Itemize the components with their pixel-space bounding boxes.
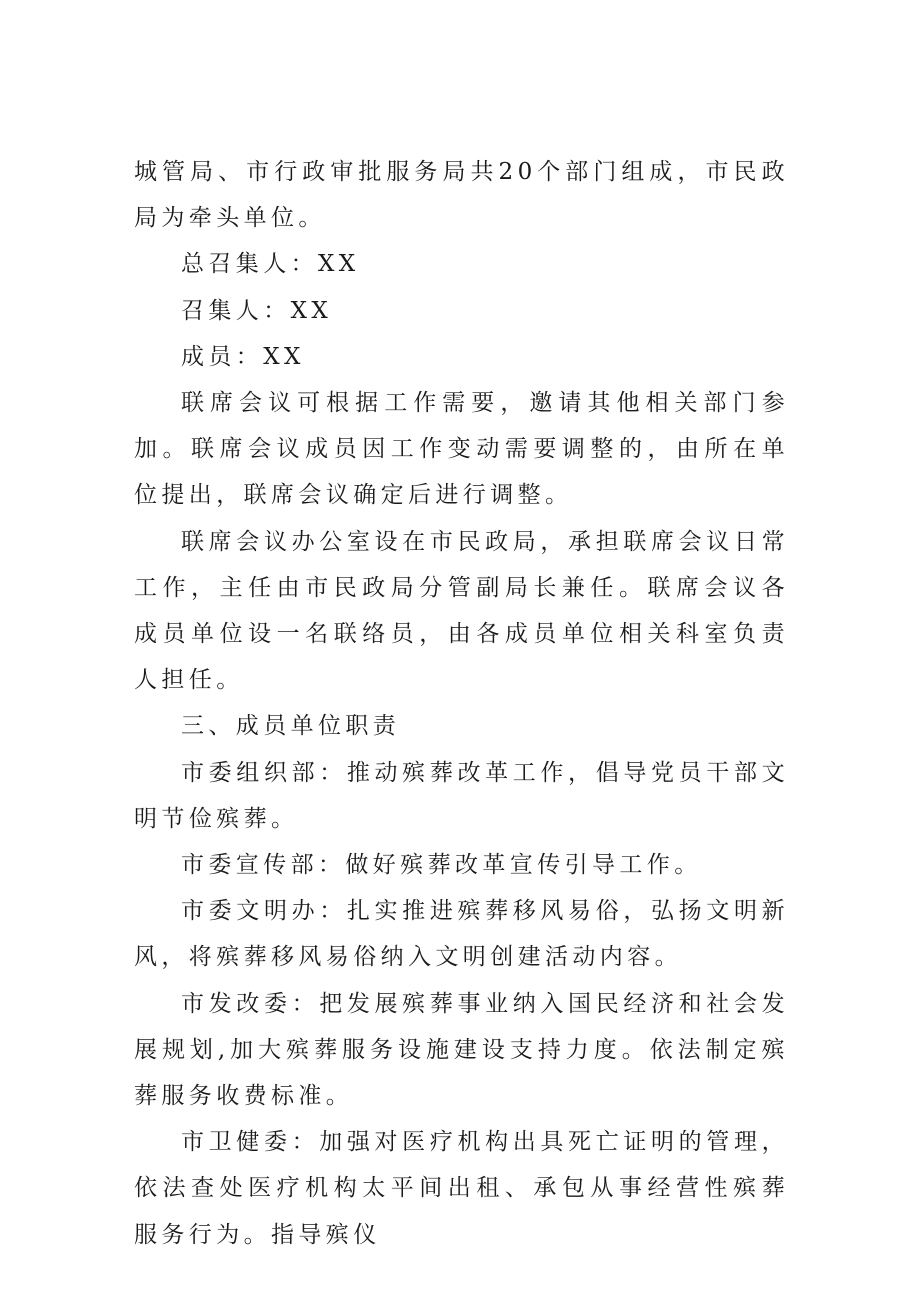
paragraph-member-units-continued: 城管局、市行政审批服务局共20个部门组成，市民政局为牵头单位。	[134, 159, 789, 232]
paragraph-publicity-dept: 市委宣传部：做好殡葬改革宣传引导工作。	[181, 852, 702, 879]
paragraph-civilization-office: 市委文明办：扎实推进殡葬移风易俗，弘扬文明新风，将殡葬移风易俗纳入文明创建活动内容。	[134, 898, 789, 971]
section-heading-duties: 三、成员单位职责	[181, 713, 401, 740]
paragraph-members: 成员：XX	[181, 343, 305, 370]
paragraph-office: 联席会议办公室设在市民政局，承担联席会议日常工作，主任由市民政局分管副局长兼任。联席会议各成员单位设一名联络员，由各成员单位相关科室负责人担任。	[134, 528, 789, 694]
paragraph-health-commission: 市卫健委：加强对医疗机构出具死亡证明的管理，依法查处医疗机构太平间出租、承包从事经营性殡葬服务行为。指导殡仪	[134, 1129, 789, 1248]
paragraph-development-reform: 市发改委：把发展殡葬事业纳入国民经济和社会发展规划,加大殡葬服务设施建设支持力度。依法制定殡葬服务收费标准。	[134, 990, 789, 1110]
paragraph-member-adjustment: 联席会议可根据工作需要，邀请其他相关部门参加。联席会议成员因工作变动需要调整的，由所在单位提出，联席会议确定后进行调整。	[134, 390, 789, 509]
paragraph-organization-dept: 市委组织部：推动殡葬改革工作，倡导党员干部文明节俭殡葬。	[134, 759, 789, 832]
paragraph-convener: 召集人：XX	[181, 297, 333, 324]
document-body	[134, 149, 789, 1258]
paragraph-chief-convener: 总召集人：XX	[181, 251, 360, 278]
